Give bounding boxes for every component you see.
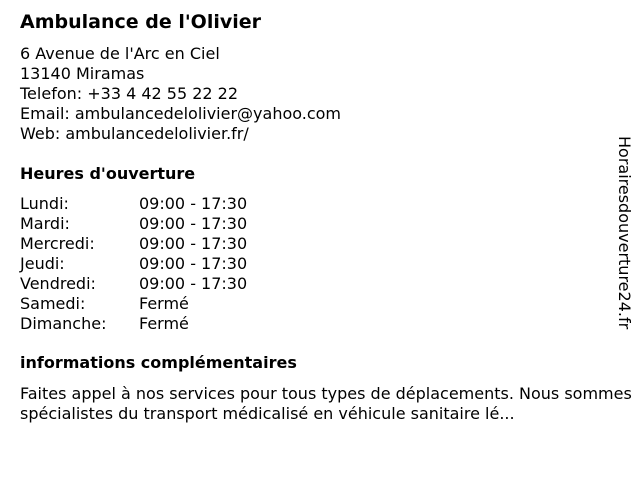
hours-day: Mardi: <box>20 214 70 233</box>
address-line-1: 6 Avenue de l'Arc en Ciel <box>20 44 220 63</box>
hours-time: 09:00 - 17:30 <box>139 254 248 273</box>
opening-hours-heading: Heures d'ouverture <box>20 164 196 183</box>
contact-block <box>20 44 341 144</box>
hours-time: 09:00 - 17:30 <box>139 194 248 213</box>
hours-time: Fermé <box>139 314 189 333</box>
hours-day: Mercredi: <box>20 234 95 253</box>
hours-time: 09:00 - 17:30 <box>139 274 248 293</box>
business-name: Ambulance de l'Olivier <box>20 11 262 33</box>
site-watermark: Horairesdouverture24.fr <box>615 136 634 330</box>
hours-day: Vendredi: <box>20 274 96 293</box>
hours-day: Dimanche: <box>20 314 107 333</box>
hours-day: Jeudi: <box>20 254 65 273</box>
email-address: Email: ambulancedelolivier@yahoo.com <box>20 104 342 123</box>
website: Web: ambulancedelolivier.fr/ <box>20 124 249 143</box>
address-line-2: 13140 Miramas <box>20 64 145 83</box>
hours-day: Lundi: <box>20 194 69 213</box>
phone-number: Telefon: +33 4 42 55 22 22 <box>20 84 239 103</box>
hours-day: Samedi: <box>20 294 86 313</box>
additional-info-text: Faites appel à nos services pour tous types de déplacements. Nous sommes spécialistes du transport médicalisé en véhicule sanitaire lé... <box>20 384 632 423</box>
hours-time: 09:00 - 17:30 <box>139 234 248 253</box>
hours-time: 09:00 - 17:30 <box>139 214 248 233</box>
additional-info-heading: informations complémentaires <box>20 353 297 372</box>
hours-time: Fermé <box>139 294 189 313</box>
